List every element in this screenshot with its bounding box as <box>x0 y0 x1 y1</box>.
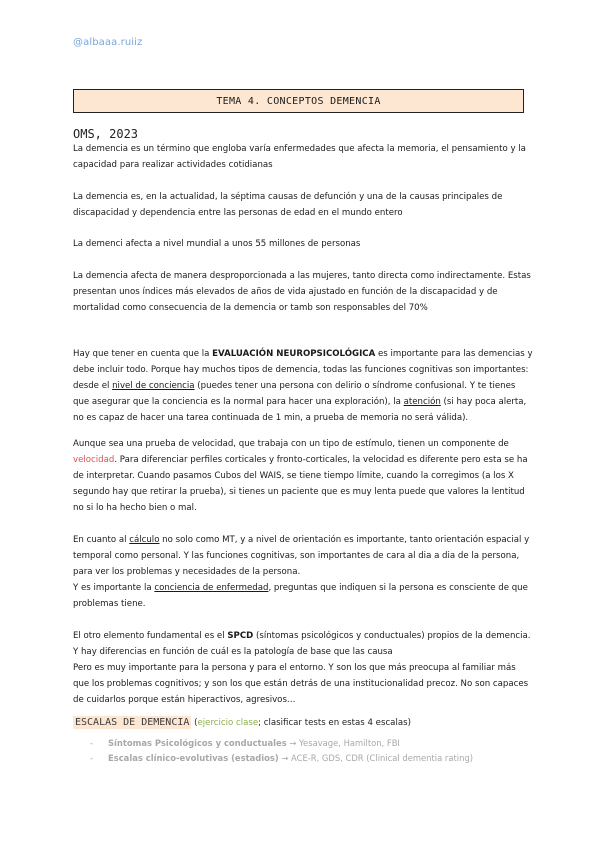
paragraph-calculation: En cuanto al cálculo no solo como MT, y a nivel de orientación es importante, tanto orientación espacial y temporal como personal. Y las funciones cognitivas, son importantes de cara al dia a dia de la persona, para ver los problemas y necesidades de la persona. <box>73 535 530 578</box>
page-title: TEMA 4. CONCEPTOS DEMENCIA <box>216 95 381 107</box>
escalas-note: (ejercicio clase; clasificar tests en estas 4 escalas) <box>191 718 411 728</box>
paragraph-awareness: Y es importante la conciencia de enfermedad, preguntas que indiquen si la persona es consciente de que problemas tiene. <box>73 583 528 610</box>
list-item: - Síntomas Psicológicos y conductuales → Yesavage, Hamilton, FBI <box>90 738 400 748</box>
escalas-heading <box>73 717 411 728</box>
author-handle: @albaaa.ruiiz <box>73 37 143 48</box>
escalas-title: ESCALAS DE DEMENCIA <box>75 717 190 728</box>
page-title-box <box>73 89 524 113</box>
paragraph-evaluation: Hay que tener en cuenta que la EVALUACIÓN NEUROPSICOLÓGICA es importante para las demencias y debe incluir todo. Porque hay muchos tipos de demencia, todas las funciones cognitivas son importantes: desde el nivel de conciencia (puedes tener una persona con delirio o síndrome confusional. Y te tienes que asegurar que la conciencia es la normal para hacer una exploración), la atención (si hay poca alerta, no es capaz de hacer una tarea continuada de 1 min, a prueba de memoria no será válida). <box>73 349 533 424</box>
source-label: OMS, 2023 <box>73 127 139 141</box>
paragraph-definition: La demencia es un término que engloba varía enfermedades que afecta la memoria, el pensamiento y la capacidad para realizar actividades cotidianas <box>73 144 526 171</box>
list-item: - Escalas clínico-evolutivas (estadios) → ACE-R, GDS, CDR (Clinical dementia rating) <box>90 753 473 763</box>
paragraph-spcd: El otro elemento fundamental es el SPCD (síntomas psicológicos y conductuales) propios de la demencia. Y hay diferencias en función de cuál es la patología de base que las causa Pero es muy importante para la persona y para el entorno. Y son los que más preocupa al familiar más que los problemas cognitivos; y son los que están detrás de una institucionalidad precoz. No son capaces de cuidarlos porque están hiperactivos, agresivos… <box>73 631 531 706</box>
paragraph-causes: La demencia es, en la actualidad, la séptima causas de defunción y una de la causas principales de discapacidad y dependencia entre las personas de edad en el mundo entero <box>73 192 503 219</box>
paragraph-speed: Aunque sea una prueba de velocidad, que trabaja con un tipo de estímulo, tienen un componente de velocidad. Para diferenciar perfiles corticales y fronto-corticales, la velocidad es diferente pero esta se ha de interpretar. Cuando pasamos Cubos del WAIS, se tiene tiempo límite, cuando la corregimos (a los X segundo hay que retirar la prueba), si tienes un paciente que es muy lenta puede que valores la lentitud no si lo ha hecho bien o mal. <box>73 439 528 514</box>
paragraph-women: La demencia afecta de manera desproporcionada a las mujeres, tanto directa como indirectamente. Estas presentan unos índices más elevados de años de vida ajustado en función de la discapacidad y de mortalidad como consecuencia de la demencia or tamb son responsables del 70% <box>73 271 531 314</box>
paragraph-prevalence: La demenci afecta a nivel mundial a unos 55 millones de personas <box>73 239 361 249</box>
